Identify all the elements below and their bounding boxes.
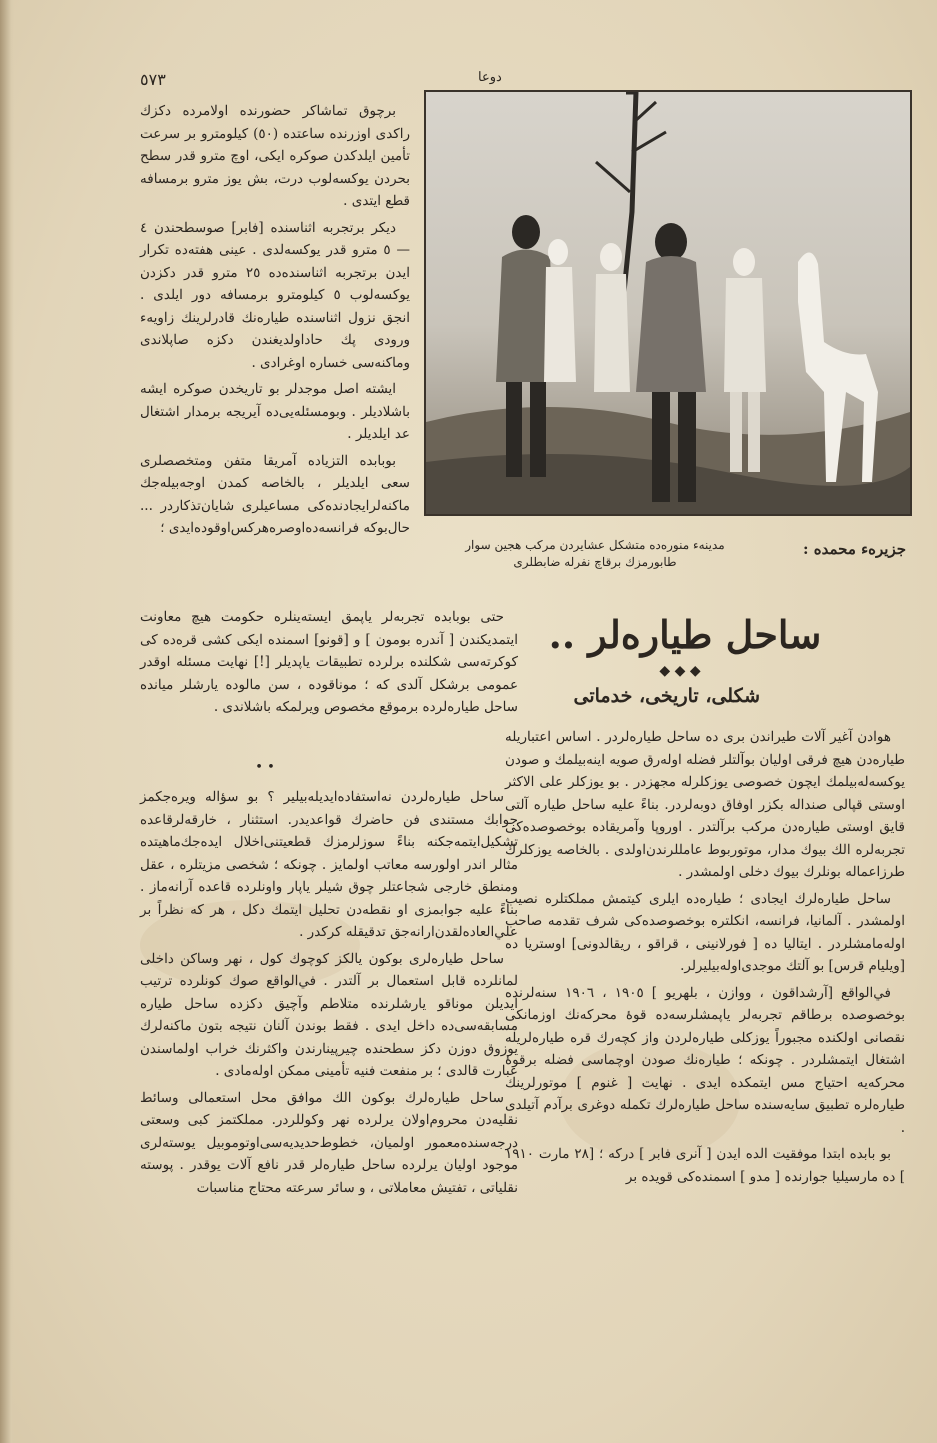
paragraph: ساحل طياره‌لرى بوكون يالكز كوچوك كول ، نهر وساكن داخلى لمانلرده قابل استعمال بر آلتدر . في‌الواقع صوك كونلرده ترتيب ايديلن موناقو يارشلرنده متلاطم وآچيق دكزده ساحل طياره مسابقه‌سى‌ده داخل ايدى . فقط بوندن آلنان نتيجه بتون ماكنه‌لرك يوزوق دوزن دكز سطحنده چيرپينارندن واكثرنك خراب اولماسندن عبارت قالدى ؛ بر منفعت فنيه تأمينى ممكن اوله‌مادى . (140, 950, 518, 1079)
page-binding-edge (0, 0, 14, 1443)
paragraph: بو بابده ابتدا موفقيت الده ايدن [ آنرى فابر ] دركه ؛ [٢٨ مارت ١٩١٠ ] ده مارسيليا جوارنده [ مدو ] اسمنده‌كى قويده بر (505, 1146, 905, 1185)
title-ornament: ◆ ◆ ◆ (659, 663, 701, 679)
article-title: ساحل طياره‌لر .. (548, 612, 822, 657)
photo-caption: مدينه‌ء منوره‌ده متشكل عشايردن مركب هجين سوار طابورمزك برقاچ نفرله ضابطلرى (465, 538, 725, 569)
left-column-top (140, 100, 410, 544)
paragraph: برچوق تماشاكر حضورنده اولامرده دكزك راكدى اوزرنده ساعتده (٥٠) كيلومترو بر سرعت تأمين ايلدكدن صوكره ايكى، اوچ مترو قدر سطح بحردن يوكسه‌لوب درت، بش يوز مترو برمسافه قطع ايتدى . (140, 103, 410, 209)
left-column-bottom (140, 786, 518, 1203)
paragraph: هوادن آغير آلات طيراندن برى ده ساحل طياره‌لردر . اساس اعتباريله طياره‌دن هيچ فرقى اوليان بوآلتلر فضله اوله‌رق صويه اينه‌بيلمك و صودن يوكسه‌له‌بيلمك ايچون خصوصى يوزكلرله مجهزدر . بو يوزكلر على الاكثر اوستى قپالى صنداله بكزر اوفاق دوبه‌لردر. بناءً عليه ساحل طياره آلتى قايق اوستى طياره‌دن مركب برآلتدر . اوروپا وآمريقاده بوخصوصده‌كى تجربه‌لره الك بيوك مدار، موتوربوط عامللرندن‌اولدى . بالخاصه يوزكلرك طرزاعماله بونلرك بيوك دخلى اولمشدر . (505, 729, 905, 880)
paragraph: ساحل طياره‌لرك بوكون الك موافق محل استعمالى وسائط نقليه‌دن محروم‌اولان يرلرده نهر وكوللردر. مملكتمز كبى وسعتى درجه‌سنده‌معمور اولميان، خطوط‌حديديه‌سى‌اوتوموبيل يوسته‌لرى موجود اوليان يرلرده ساحل طياره‌لر قدر نافع آلات يوقدر . پوسته نقلياتى ، تفتيش معاملاتى ، و سائر سرعته محتاج مناسبات (140, 1089, 518, 1196)
paragraph: ساحل طياره‌لرك ايجادى ؛ طياره‌ده ايلرى كيتمش مملكتلره نصيب اولمشدر . آلمانيا، فرانسه، انكلتره بوخصوصده‌كى شرف تقدمه صاحب اوله‌مامشلردر . ايتاليا ده [ فورلانينى ، قراقو ، ريقالدونى] اوستريا ده [ويليام قرس] بو آلتك موجدى‌اوله‌بيليرلر. (505, 890, 905, 974)
paragraph: ديكر برتجربه اثناسنده [فابر] صوسطحندن ٤ — ٥ مترو قدر يوكسه‌لدى . عينى هفته‌ده تكرار ايدن برتجربه اثناسنده‌ده ٢٥ مترو قدر دكزدن يوكسه‌لوب ٥ كيلومترو برمسافه دور ايلدى . انجق نزول اثناسنده طياره‌نك قادرلرينك زاويه‌ء ورودى پك حاداولديغندن دكزه صاپلاندى وماكنه‌سى خساره اوغرادى . (140, 219, 411, 371)
section-separator: • • (255, 760, 275, 775)
paragraph: في‌الواقع [آرشداقون ، ووازن ، بلهريو ] ١٩٠٥ ، ١٩٠٦ سنه‌لرنده بوخصوصده برطاقم تجربه‌لر ياپمشلرسه‌ده قوهٔ محركه‌نك اوزمانكى نقصانى اولكنده مجبوراً يوزكلى طياره‌لردن واز كچه‌رك قره طياره‌لريله اشتغال ايتمشلردر . چونكه ؛ طياره‌نك صودن اوچماسى فضله برقوهٔ محركه‌يه احتياج مس ايتمكده ايدى . نهايت [ غنوم ] موتورلرينك طياره‌لره تطبيق سايه‌سنده ساحل طياره‌لرك تكمله دوغرى برآدم آتيلدى . (505, 984, 905, 1136)
photo-caption-label: جزيره‌ء محمده : (802, 540, 906, 558)
left-column-intro (140, 606, 518, 723)
page-number: ٥٧٣ (140, 70, 166, 89)
article-subtitle: شكلى، تاريخى، خدماتى (573, 685, 760, 707)
right-column (505, 726, 905, 1192)
photo-illustration (426, 92, 910, 514)
paragraph: حتى بوبابده تجربه‌لر ياپمق ايسته‌ينلره حكومت هيچ معاونت ايتمديكندن [ آندره بومون ] و [قونو] اسمنده ايكى كشى قره‌ده كى كوكرته‌سى شكلنده برلرده تطبيقات ياپديلر [!] نهايت مسئله اوقدر عمومى برشكل آلدى كه ؛ موناقوده ، سن مالوده يارشلر ميانده ساحل طياره‌لرده برموقع مخصوص ويرلمكه باشلاندى . (140, 609, 518, 715)
paragraph: ايشته اصل موجدلر بو تاريخدن صوكره ايشه باشلاديلر . وبومسئله‌يى‌ده آيريجه برمدار اشتغال عد ايلديلر . (140, 381, 410, 442)
photograph-camel-corps (424, 90, 912, 516)
running-header: دوعا (478, 70, 502, 85)
paragraph: بوبابده التزياده آمريقا متفن ومتخصصلرى سعى ايلديلر ، بالخاصه كمدن اوجه‌بيله‌جك ماكنه‌لرايجادنده‌كى مساعيلرى شايان‌تذكاردر ... حال‌بوكه فرانسه‌ده‌اوصره‌هركس‌اوقوده‌ايدى ؛ (140, 452, 410, 536)
paragraph: ساحل طياره‌لردن نه‌استفاده‌ايديله‌بيلير ؟ بو سؤاله ويره‌جكمز جوابك مستندى فن حاضرك قواعديدر. استثنار ، خارقه‌لرقاعده تشكيل‌ايتمه‌جكنه بناءً سوزلرمزك قطعيتنى‌اخلال ايده‌جك‌ماهيتده مثالر اندر اولورسه معاتب اولمايز . چونكه ؛ شخصى مزيتلره ، عقل ومنطق خارجى شجاعتلر چوق شيلر ياپار واونلرده قاعده آرانه‌ماز . بناءً عليه جوابمزى او نقطه‌دن تحليل ايتمك دكل ، هر كه نظراً بر علي‌العاده‌لقدن‌ارانه‌جق تدقيقله كركدر . (140, 789, 518, 940)
